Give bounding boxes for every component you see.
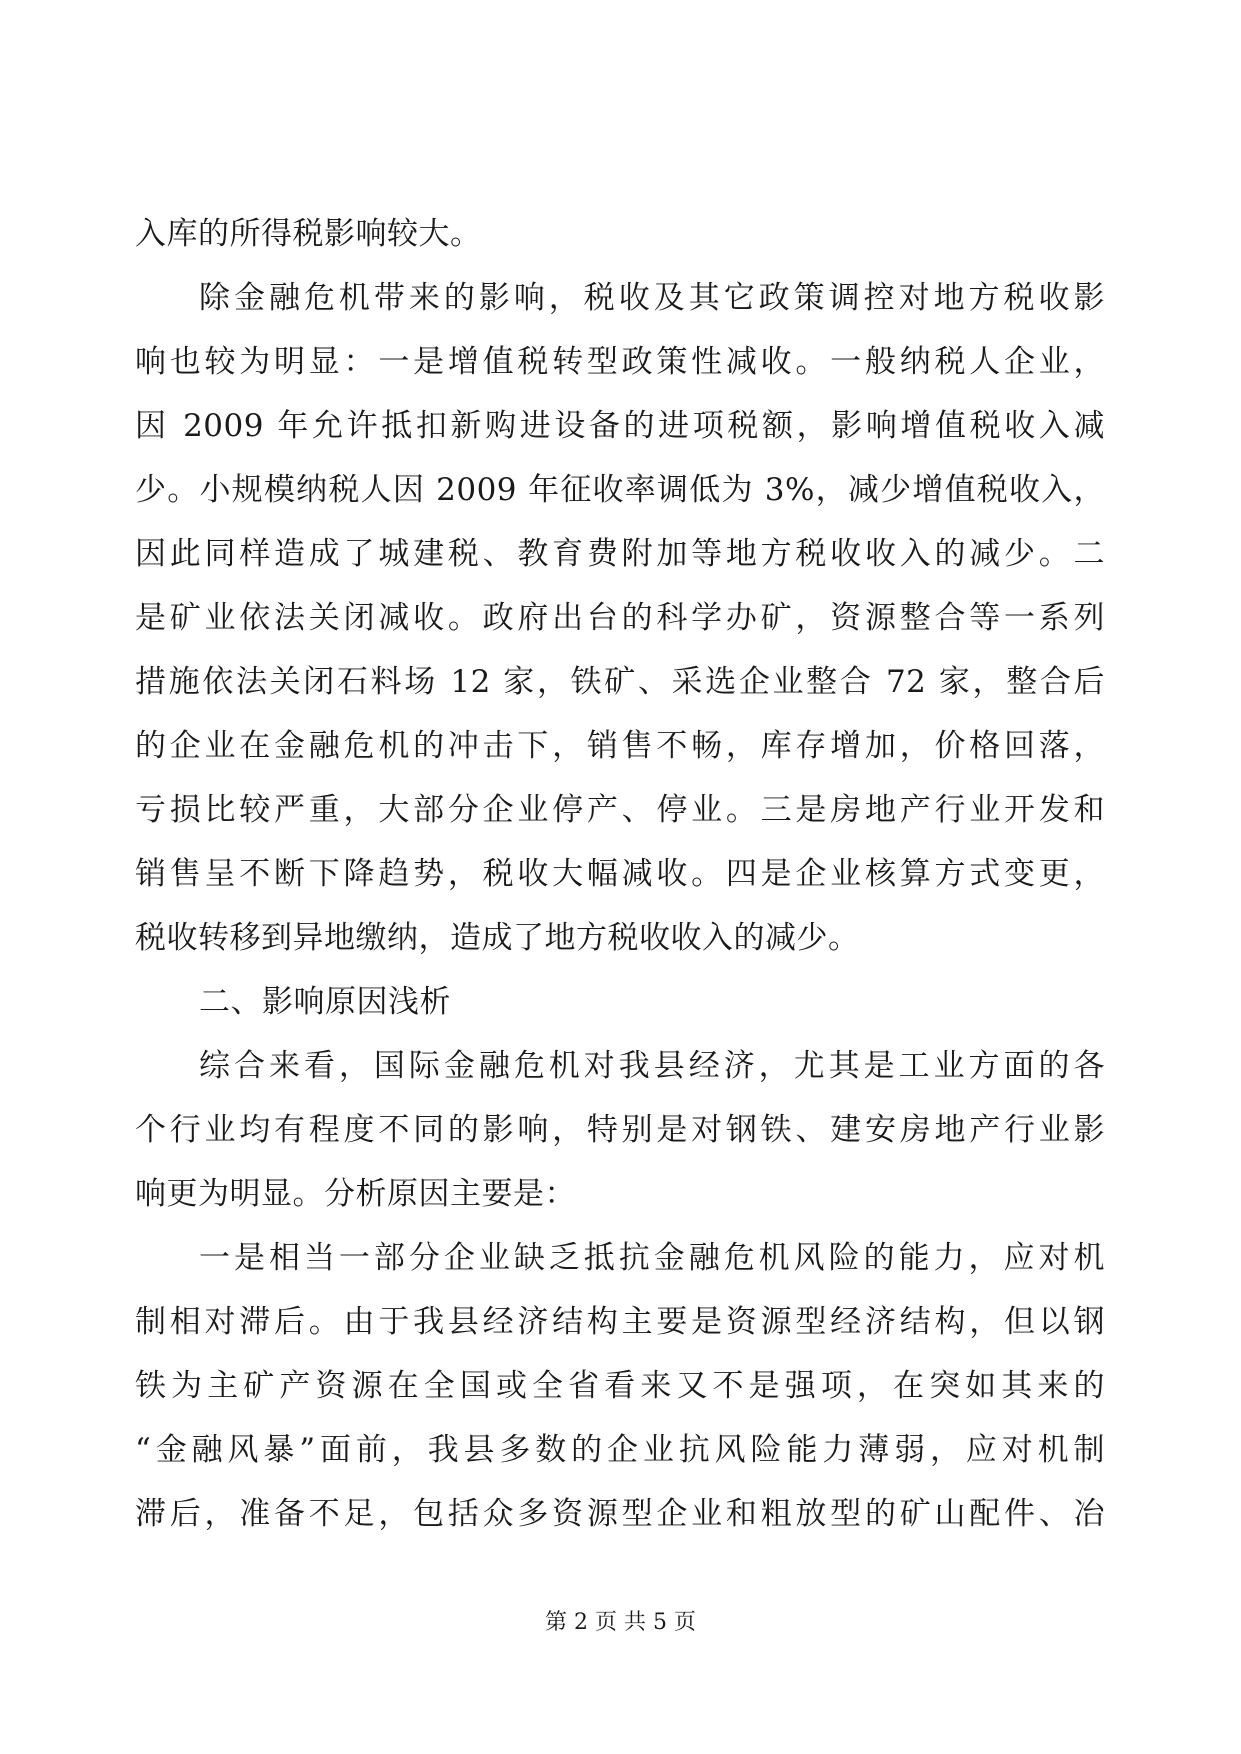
paragraph-line: 综合来看，国际金融危机对我县经济，尤其是工业方面的各: [199, 1048, 1105, 1084]
section-heading: 二、影响原因浅析: [199, 984, 451, 1020]
paragraph-line: 响更为明显。分析原因主要是：: [135, 1176, 576, 1212]
paragraph-line: 是矿业依法关闭减收。政府出台的科学办矿，资源整合等一系列: [135, 600, 1105, 636]
paragraph-line: 除金融危机带来的影响，税收及其它政策调控对地方税收影: [199, 280, 1105, 316]
paragraph-line: 铁为主矿产资源在全国或全省看来又不是强项，在突如其来的: [135, 1368, 1105, 1404]
paragraph-line: 亏损比较严重，大部分企业停产、停业。三是房地产行业开发和: [135, 792, 1105, 828]
paragraph-line: 措施依法关闭石料场 12 家，铁矿、采选企业整合 72 家，整合后: [135, 664, 1105, 700]
paragraph-line: “金融风暴”面前，我县多数的企业抗风险能力薄弱，应对机制: [135, 1432, 1105, 1468]
paragraph-line: 制相对滞后。由于我县经济结构主要是资源型经济结构，但以钢: [135, 1304, 1105, 1340]
paragraph-line: 一是相当一部分企业缺乏抵抗金融危机风险的能力，应对机: [199, 1240, 1105, 1276]
paragraph-line: 的企业在金融危机的冲击下，销售不畅，库存增加，价格回落，: [135, 728, 1105, 764]
paragraph-line: 税收转移到异地缴纳，造成了地方税收收入的减少。: [135, 920, 860, 956]
paragraph-line: 滞后，准备不足，包括众多资源型企业和粗放型的矿山配件、冶: [135, 1496, 1105, 1532]
paragraph-line: 因此同样造成了城建税、教育费附加等地方税收收入的减少。二: [135, 536, 1105, 572]
page-number-footer: 第 2 页 共 5 页: [545, 1610, 696, 1635]
paragraph-line: 个行业均有程度不同的影响，特别是对钢铁、建安房地产行业影: [135, 1112, 1105, 1148]
paragraph-line: 因 2009 年允许抵扣新购进设备的进项税额，影响增值税收入减: [135, 408, 1105, 444]
paragraph-line: 销售呈不断下降趋势，税收大幅减收。四是企业核算方式变更，: [135, 856, 1105, 892]
paragraph-line: 入库的所得税影响较大。: [135, 216, 482, 252]
paragraph-line: 响也较为明显：一是增值税转型政策性减收。一般纳税人企业，: [135, 344, 1105, 380]
document-body: [135, 202, 1105, 1546]
paragraph-line: 少。小规模纳税人因 2009 年征收率调低为 3%，减少增值税收入，: [135, 472, 1105, 508]
